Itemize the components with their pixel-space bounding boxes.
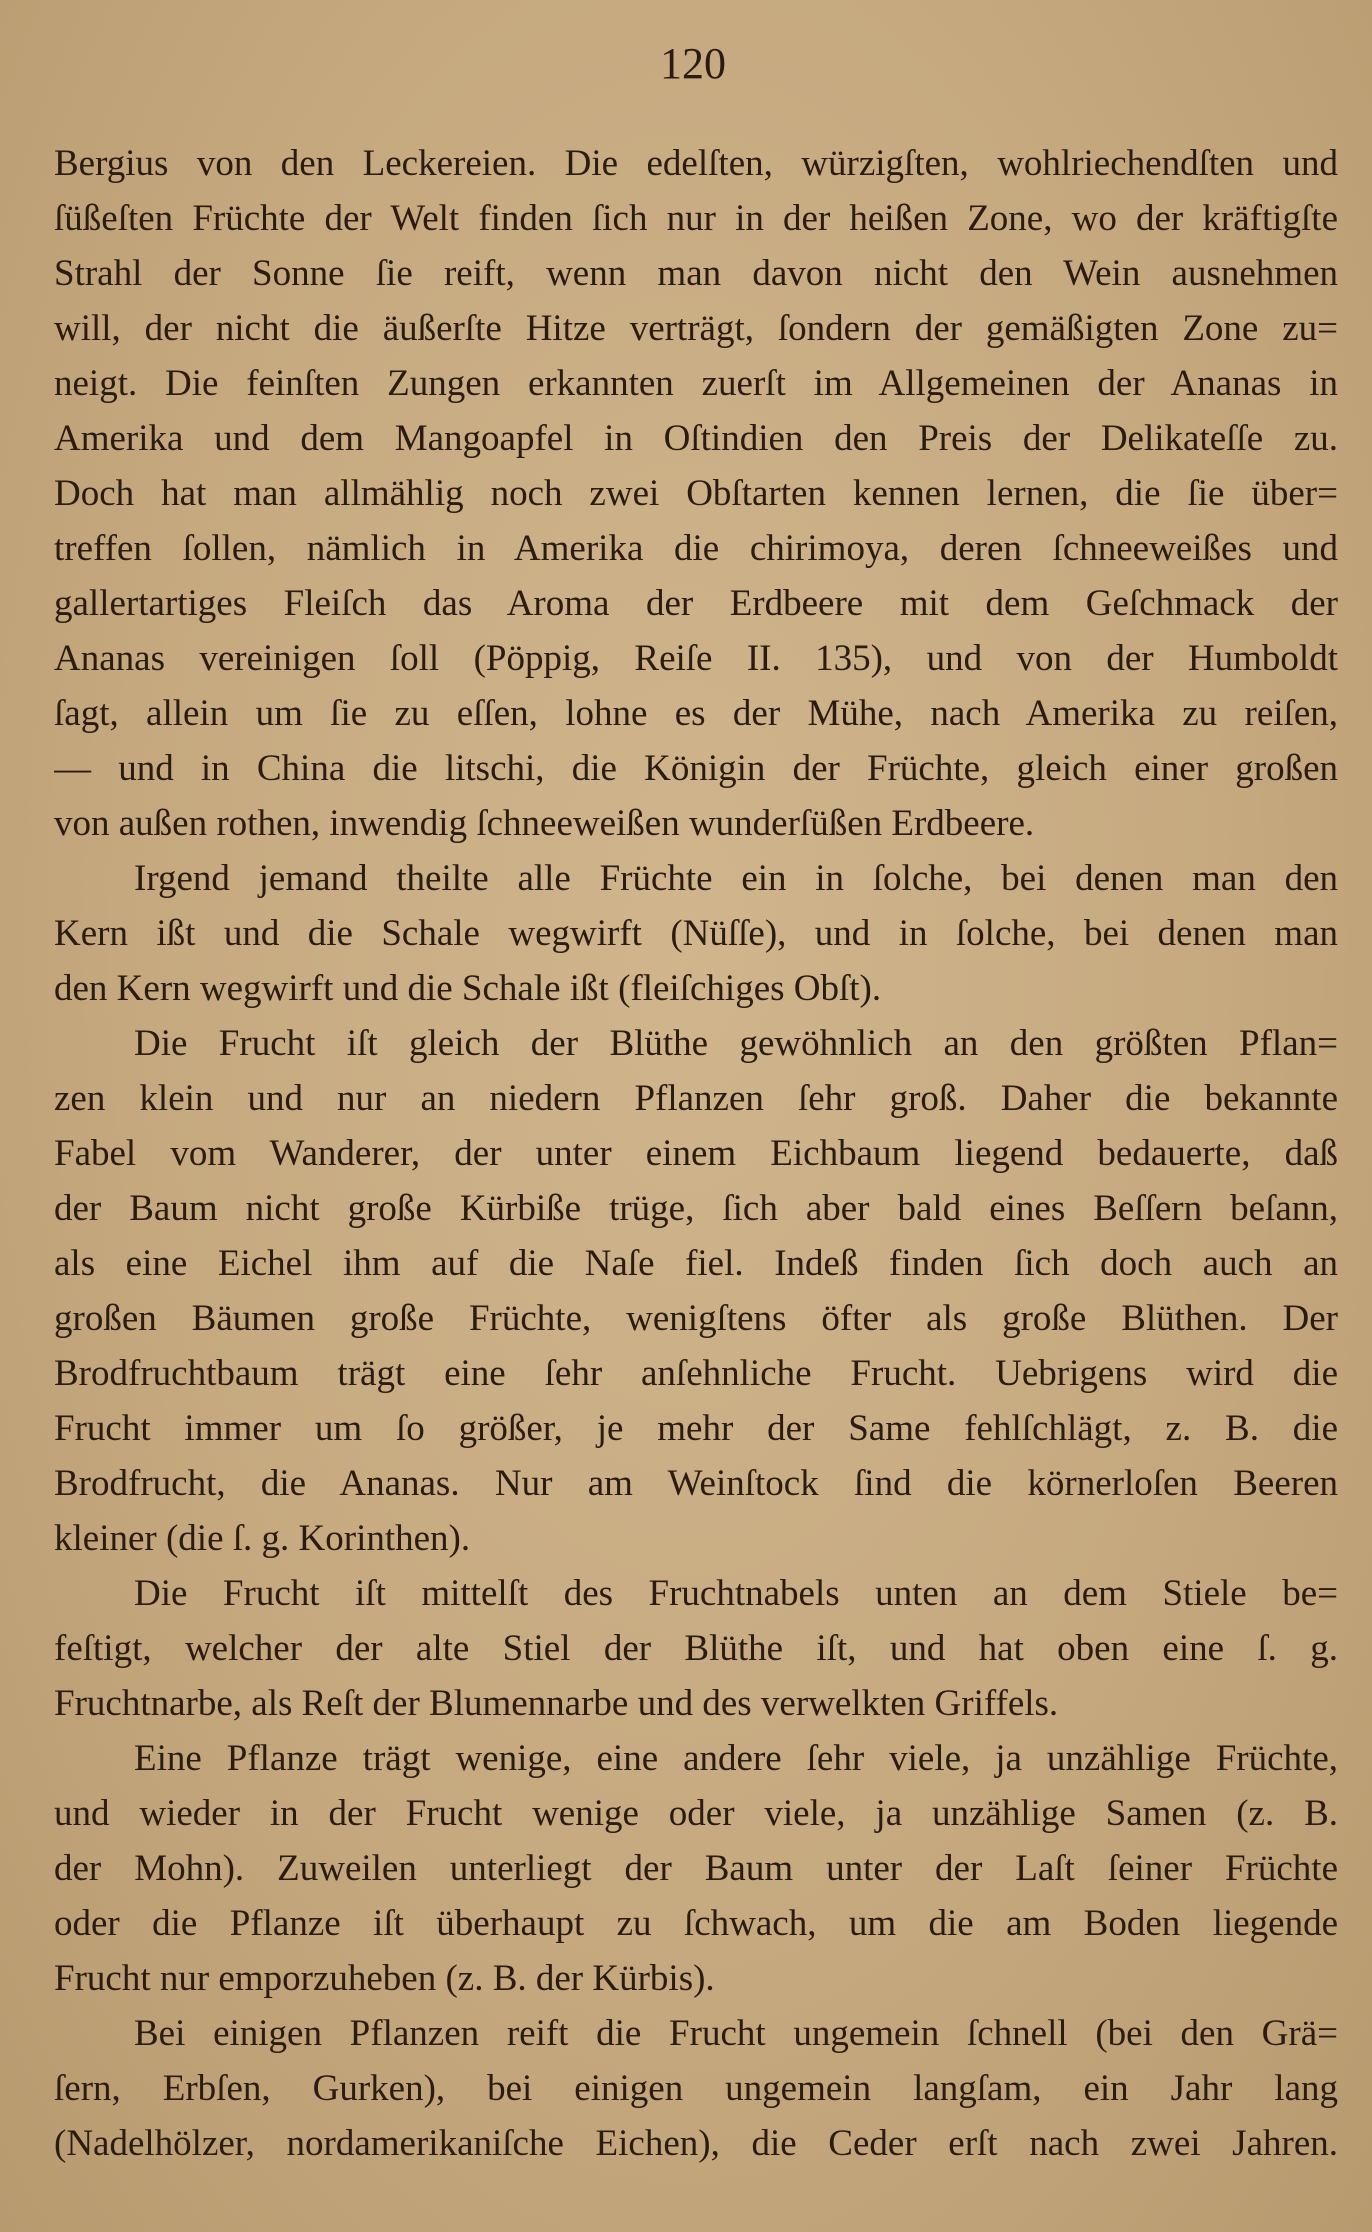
- paragraph: [54, 2006, 1338, 2171]
- text-line: oder die Pflanze iſt überhaupt zu ſchwach, um die am Boden liegende: [54, 1903, 1338, 1944]
- text-line: Strahl der Sonne ſie reift, wenn man davon nicht den Wein ausnehmen: [54, 253, 1338, 294]
- text-line: Die Frucht iſt gleich der Blüthe gewöhnlich an den größten Pflan=: [134, 1023, 1338, 1064]
- text-line: Fruchtnarbe, als Reſt der Blumennarbe und des verwelkten Griffels.: [54, 1683, 1059, 1724]
- paragraph: [54, 1731, 1338, 2006]
- page-number: 120: [660, 39, 726, 88]
- paragraph: [54, 1566, 1338, 1731]
- text-line: Ananas vereinigen ſoll (Pöppig, Reiſe II. 135), und von der Humboldt: [54, 638, 1338, 679]
- text-line: Frucht immer um ſo größer, je mehr der Same fehlſchlägt, z. B. die: [54, 1408, 1338, 1449]
- text-line: — und in China die litschi, die Königin der Früchte, gleich einer großen: [54, 748, 1338, 789]
- text-line: ſern, Erbſen, Gurken), bei einigen ungemein langſam, ein Jahr lang: [54, 2068, 1338, 2109]
- text-line: treffen ſollen, nämlich in Amerika die chirimoya, deren ſchneeweißes und: [54, 528, 1338, 569]
- text-line: Die Frucht iſt mittelſt des Fruchtnabels unten an dem Stiele be=: [134, 1573, 1338, 1614]
- text-line: als eine Eichel ihm auf die Naſe fiel. Indeß finden ſich doch auch an: [54, 1243, 1338, 1284]
- text-line: Irgend jemand theilte alle Früchte ein in ſolche, bei denen man den: [134, 858, 1338, 899]
- text-line: zen klein und nur an niedern Pflanzen ſehr groß. Daher die bekannte: [54, 1078, 1338, 1119]
- text-line: Amerika und dem Mangoapfel in Oſtindien den Preis der Delikateſſe zu.: [54, 418, 1338, 459]
- text-line: Brodfruchtbaum trägt eine ſehr anſehnliche Frucht. Uebrigens wird die: [54, 1353, 1338, 1394]
- text-line: von außen rothen, inwendig ſchneeweißen wunderſüßen Erdbeere.: [54, 803, 1035, 844]
- text-line: Frucht nur emporzuheben (z. B. der Kürbis).: [54, 1958, 715, 1999]
- body-text: [54, 136, 1338, 2171]
- text-line: Bei einigen Pflanzen reift die Frucht ungemein ſchnell (bei den Grä=: [134, 2013, 1338, 2054]
- text-line: den Kern wegwirft und die Schale ißt (fleiſchiges Obſt).: [54, 968, 882, 1009]
- text-line: der Baum nicht große Kürbiße trüge, ſich aber bald eines Beſſern beſann,: [54, 1188, 1338, 1229]
- text-line: Kern ißt und die Schale wegwirft (Nüſſe), und in ſolche, bei denen man: [54, 913, 1338, 954]
- text-line: ſagt, allein um ſie zu eſſen, lohne es der Mühe, nach Amerika zu reiſen,: [54, 693, 1338, 734]
- text-line: will, der nicht die äußerſte Hitze verträgt, ſondern der gemäßigten Zone zu=: [54, 308, 1338, 349]
- text-line: und wieder in der Frucht wenige oder viele, ja unzählige Samen (z. B.: [54, 1793, 1338, 1834]
- text-line: feſtigt, welcher der alte Stiel der Blüthe iſt, und hat oben eine ſ. g.: [54, 1628, 1338, 1669]
- paragraph: [54, 1016, 1338, 1566]
- paragraph: [54, 136, 1338, 851]
- text-line: neigt. Die feinſten Zungen erkannten zuerſt im Allgemeinen der Ananas in: [54, 363, 1338, 404]
- text-line: der Mohn). Zuweilen unterliegt der Baum unter der Laſt ſeiner Früchte: [54, 1848, 1338, 1889]
- text-line: Brodfrucht, die Ananas. Nur am Weinſtock ſind die körnerloſen Beeren: [54, 1463, 1338, 1504]
- paragraph: [54, 851, 1338, 1016]
- text-line: Doch hat man allmählig noch zwei Obſtarten kennen lernen, die ſie über=: [54, 473, 1338, 514]
- text-line: ſüßeſten Früchte der Welt finden ſich nur in der heißen Zone, wo der kräftigſte: [54, 198, 1338, 239]
- text-line: großen Bäumen große Früchte, wenigſtens öfter als große Blüthen. Der: [54, 1298, 1338, 1339]
- text-line: Fabel vom Wanderer, der unter einem Eichbaum liegend bedauerte, daß: [54, 1133, 1338, 1174]
- text-line: (Nadelhölzer, nordamerikaniſche Eichen), die Ceder erſt nach zwei Jahren.: [54, 2123, 1338, 2164]
- text-line: gallertartiges Fleiſch das Aroma der Erdbeere mit dem Geſchmack der: [54, 583, 1338, 624]
- text-line: kleiner (die ſ. g. Korinthen).: [54, 1518, 471, 1559]
- text-line: Eine Pflanze trägt wenige, eine andere ſehr viele, ja unzählige Früchte,: [134, 1738, 1338, 1779]
- text-line: Bergius von den Leckereien. Die edelſten, würzigſten, wohlriechendſten und: [54, 143, 1338, 184]
